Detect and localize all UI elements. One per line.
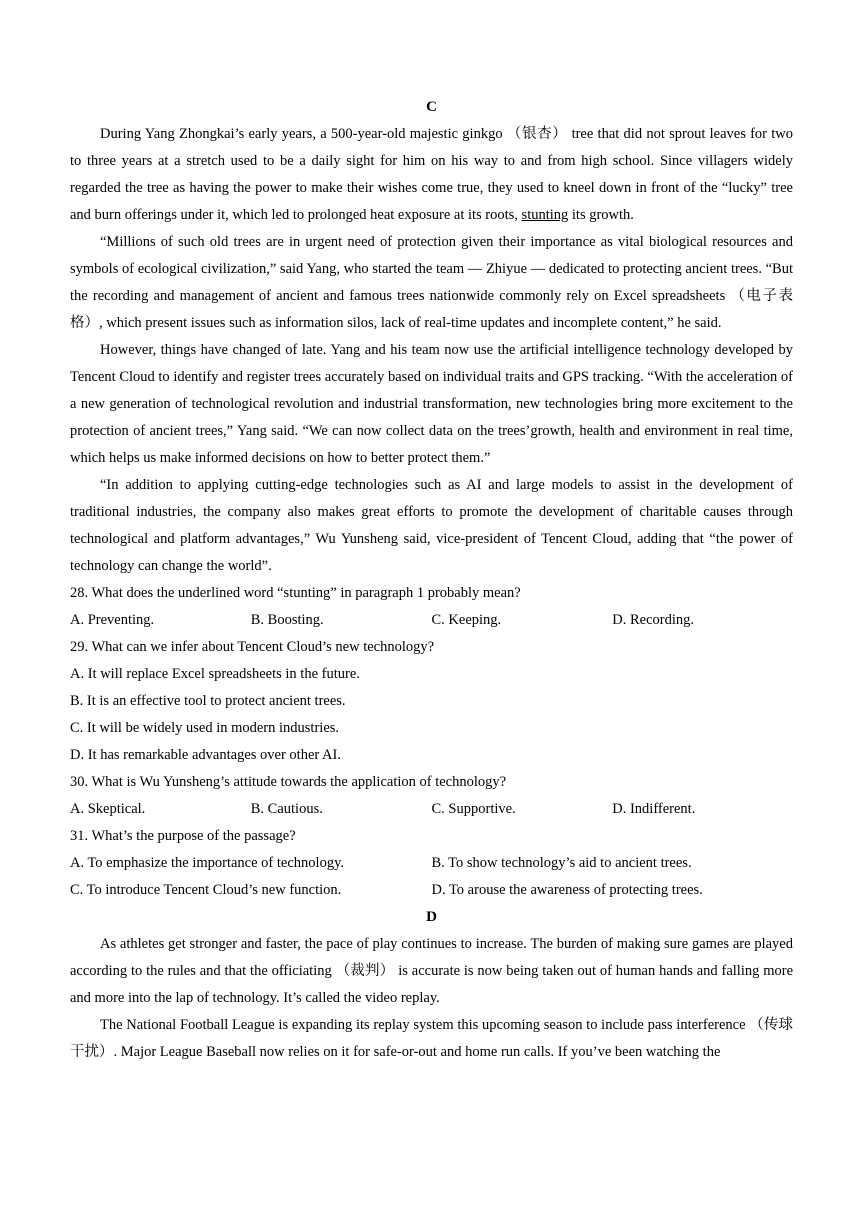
question-30-option-c: C. Supportive. — [431, 801, 516, 817]
question-30-options — [70, 796, 793, 823]
exam-page — [70, 94, 793, 1066]
section-c-heading: C — [426, 99, 437, 115]
question-30-option-b: B. Cautious. — [250, 801, 323, 817]
question-28-option-d: D. Recording. — [612, 612, 694, 628]
section-c-paragraph-4: “In addition to applying cutting-edge technologies such as AI and large models to assist in the development of traditional industries, the company also makes great efforts to promote the development of charitable causes through technological and platform advantages,” Wu Yunsheng said, vice-president of Tencent Cloud, adding that “the power of technology can change the world”. — [70, 477, 793, 574]
question-29-stem: 29. What can we infer about Tencent Cloud’s new technology? — [70, 639, 435, 655]
paragraph-1-text-after: its growth. — [568, 207, 634, 223]
underlined-word-stunting: stunting — [521, 207, 569, 223]
question-31-options-row-2 — [70, 877, 793, 904]
section-d-paragraph-2: The National Football League is expanding its replay system this upcoming season to include pass interference （传球干扰）. Major League Baseball now relies on it for safe-or-out and home run calls. If you’ve been watching the — [70, 1017, 793, 1060]
question-28-stem: 28. What does the underlined word “stunting” in paragraph 1 probably mean? — [70, 585, 521, 601]
question-28-option-b: B. Boosting. — [250, 612, 324, 628]
section-d-paragraph-1: As athletes get stronger and faster, the pace of play continues to increase. The burden of making sure games are played according to the rules and that the officiating （裁判） is accurate is now being taken out of human hands and falling more and more into the lap of technology. It’s called the video replay. — [70, 936, 793, 1006]
question-31-option-a: A. To emphasize the importance of technology. — [70, 855, 344, 871]
paragraph-1-text-before: During Yang Zhongkai’s early years, a 500-year-old majestic ginkgo （银杏） tree that did not sprout leaves for two to three years at a stretch used to be a daily sight for him on his way to and from high school. Since villagers widely regarded the tree as having the power to make their wishes come true, they used to kneel down in front of the “lucky” tree and burn offerings under it, which led to prolonged heat exposure at its roots, — [70, 126, 793, 223]
question-28-option-c: C. Keeping. — [431, 612, 502, 628]
question-31-option-c: C. To introduce Tencent Cloud’s new function. — [70, 882, 342, 898]
section-c-paragraph-3: However, things have changed of late. Yang and his team now use the artificial intelligence technology developed by Tencent Cloud to identify and register trees accurately based on individual traits and GPS tracking. “With the acceleration of a new generation of technological revolution and industrial transformation, new technologies bring more excitement to the protection of ancient trees,” Yang said. “We can now collect data on the trees’growth, health and environment in real time, which helps us make informed decisions on how to better protect them.” — [70, 342, 793, 466]
section-c-paragraph-1 — [70, 121, 793, 229]
section-d-heading: D — [426, 909, 437, 925]
question-28-option-a: A. Preventing. — [70, 612, 155, 628]
question-30-option-a: A. Skeptical. — [70, 801, 146, 817]
question-30-stem: 30. What is Wu Yunsheng’s attitude towards the application of technology? — [70, 774, 507, 790]
question-29-option-c: C. It will be widely used in modern industries. — [70, 720, 340, 736]
question-29-option-a: A. It will replace Excel spreadsheets in the future. — [70, 666, 360, 682]
question-31-option-d: D. To arouse the awareness of protecting trees. — [431, 882, 703, 898]
question-31-option-b: B. To show technology’s aid to ancient trees. — [431, 855, 692, 871]
section-c-paragraph-2: “Millions of such old trees are in urgent need of protection given their importance as vital biological resources and symbols of ecological civilization,” said Yang, who started the team — Zhiyue — dedicated to protecting ancient trees. “But the recording and management of ancient and famous trees nationwide commonly rely on Excel spreadsheets （电子表格）, which present issues such as information silos, lack of real-time updates and incomplete content,” he said. — [70, 234, 793, 331]
question-29-option-b: B. It is an effective tool to protect ancient trees. — [70, 693, 346, 709]
question-31-stem: 31. What’s the purpose of the passage? — [70, 828, 296, 844]
question-30-option-d: D. Indifferent. — [612, 801, 696, 817]
question-28-options — [70, 607, 793, 634]
question-29-option-d: D. It has remarkable advantages over other AI. — [70, 747, 341, 763]
question-31-options-row-1 — [70, 850, 793, 877]
